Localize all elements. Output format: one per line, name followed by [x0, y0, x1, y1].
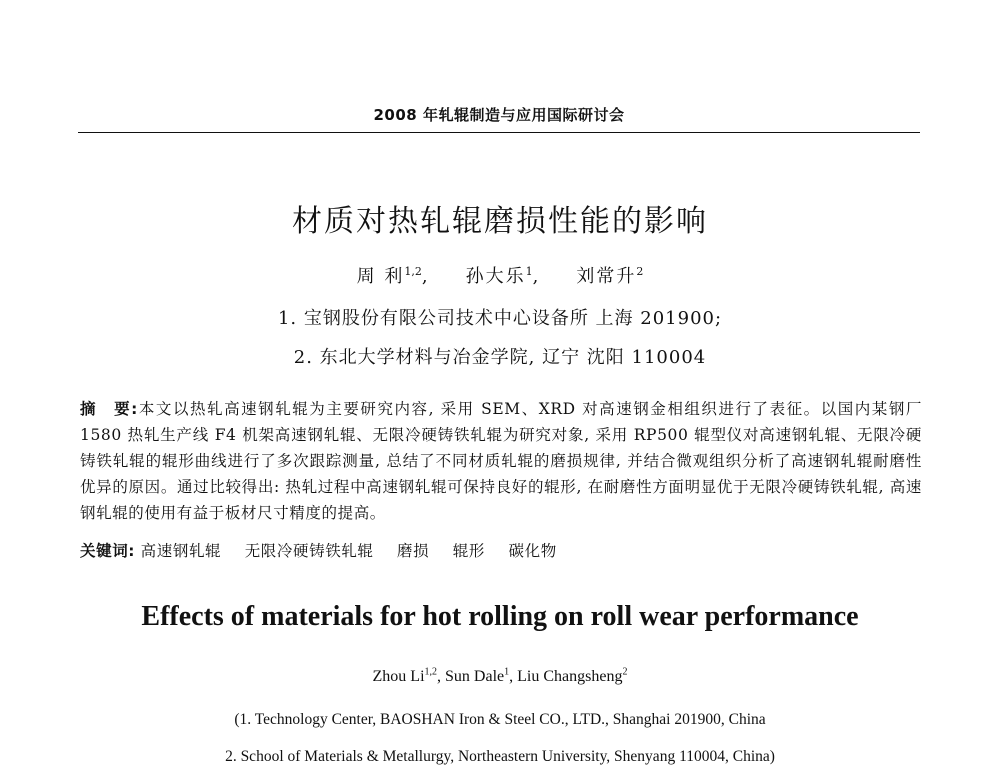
- affiliation-en-1: (1. Technology Center, BAOSHAN Iron & Steel CO., LTD., Shanghai 201900, China: [234, 711, 766, 728]
- keywords-cn: [80, 539, 922, 561]
- author-affiliation-mark: 1,2: [424, 666, 438, 678]
- author-name: 刘常升: [576, 266, 637, 287]
- author-affiliation-mark: 1: [504, 666, 510, 678]
- abstract-text: 本文以热轧高速钢轧辊为主要研究内容, 采用 SEM、XRD 对高速钢金相组织进行了表征。以国内某钢厂 1580 热轧生产线 F4 机架高速钢轧辊、无限冷硬铸铁轧辊为研究对象, 采用 RP500 辊型仪对高速钢轧辊、无限冷硬铸铁轧辊的辊形曲线进行了多次跟踪测量, 总结了不同材质轧辊的磨损规律, 并结合微观组织分析了高速钢轧辊耐磨性优异的原因。通过比较得出: 热轧过程中高速钢轧辊可保持良好的辊形, 在耐磨性方面明显优于无限冷硬铸铁轧辊, 高速钢轧辊的使用有益于板材尺寸精度的提高。: [80, 400, 922, 522]
- author-list-cn: [0, 262, 1000, 288]
- abstract-label: 摘 要:: [80, 400, 138, 418]
- author-separator: ,: [532, 266, 541, 287]
- author-name: 孙大乐: [465, 266, 526, 287]
- paper-title-cn: 材质对热轧辊磨损性能的影响: [292, 204, 708, 239]
- keyword: 无限冷硬铸铁轧辊: [244, 542, 374, 560]
- keywords-label: 关键词:: [80, 542, 136, 560]
- author-separator: ,: [437, 668, 446, 685]
- affiliation-en-2: 2. School of Materials & Metallurgy, Northeastern University, Shenyang 110004, China): [225, 748, 775, 765]
- keyword: 磨损: [397, 542, 430, 560]
- author-affiliation-mark: 2: [636, 265, 644, 278]
- affiliation-cn-2: 2. 东北大学材料与冶金学院, 辽宁 沈阳 110004: [293, 347, 707, 368]
- affiliation-cn-1: 1. 宝钢股份有限公司技术中心设备所 上海 201900;: [277, 308, 723, 329]
- author-separator: ,: [509, 668, 518, 685]
- author-list-en: [0, 668, 1000, 686]
- paper-title-en: Effects of materials for hot rolling on roll wear performance: [141, 601, 859, 632]
- author-name: 周 利: [356, 266, 405, 287]
- author-separator: ,: [421, 266, 430, 287]
- author-affiliation-mark: 1: [525, 265, 533, 278]
- header-rule: [78, 132, 920, 133]
- keyword: 辊形: [452, 542, 485, 560]
- author-name: Zhou Li: [372, 668, 425, 685]
- abstract-cn: [80, 396, 922, 526]
- author-affiliation-mark: 2: [622, 666, 628, 678]
- running-header: 2008 年轧辊制造与应用国际研讨会: [373, 106, 625, 124]
- author-name: Sun Dale: [445, 668, 505, 685]
- keyword: 高速钢轧辊: [140, 542, 222, 560]
- keyword: 碳化物: [508, 542, 557, 560]
- author-affiliation-mark: 1,2: [404, 265, 422, 278]
- author-name: Liu Changsheng: [517, 668, 623, 685]
